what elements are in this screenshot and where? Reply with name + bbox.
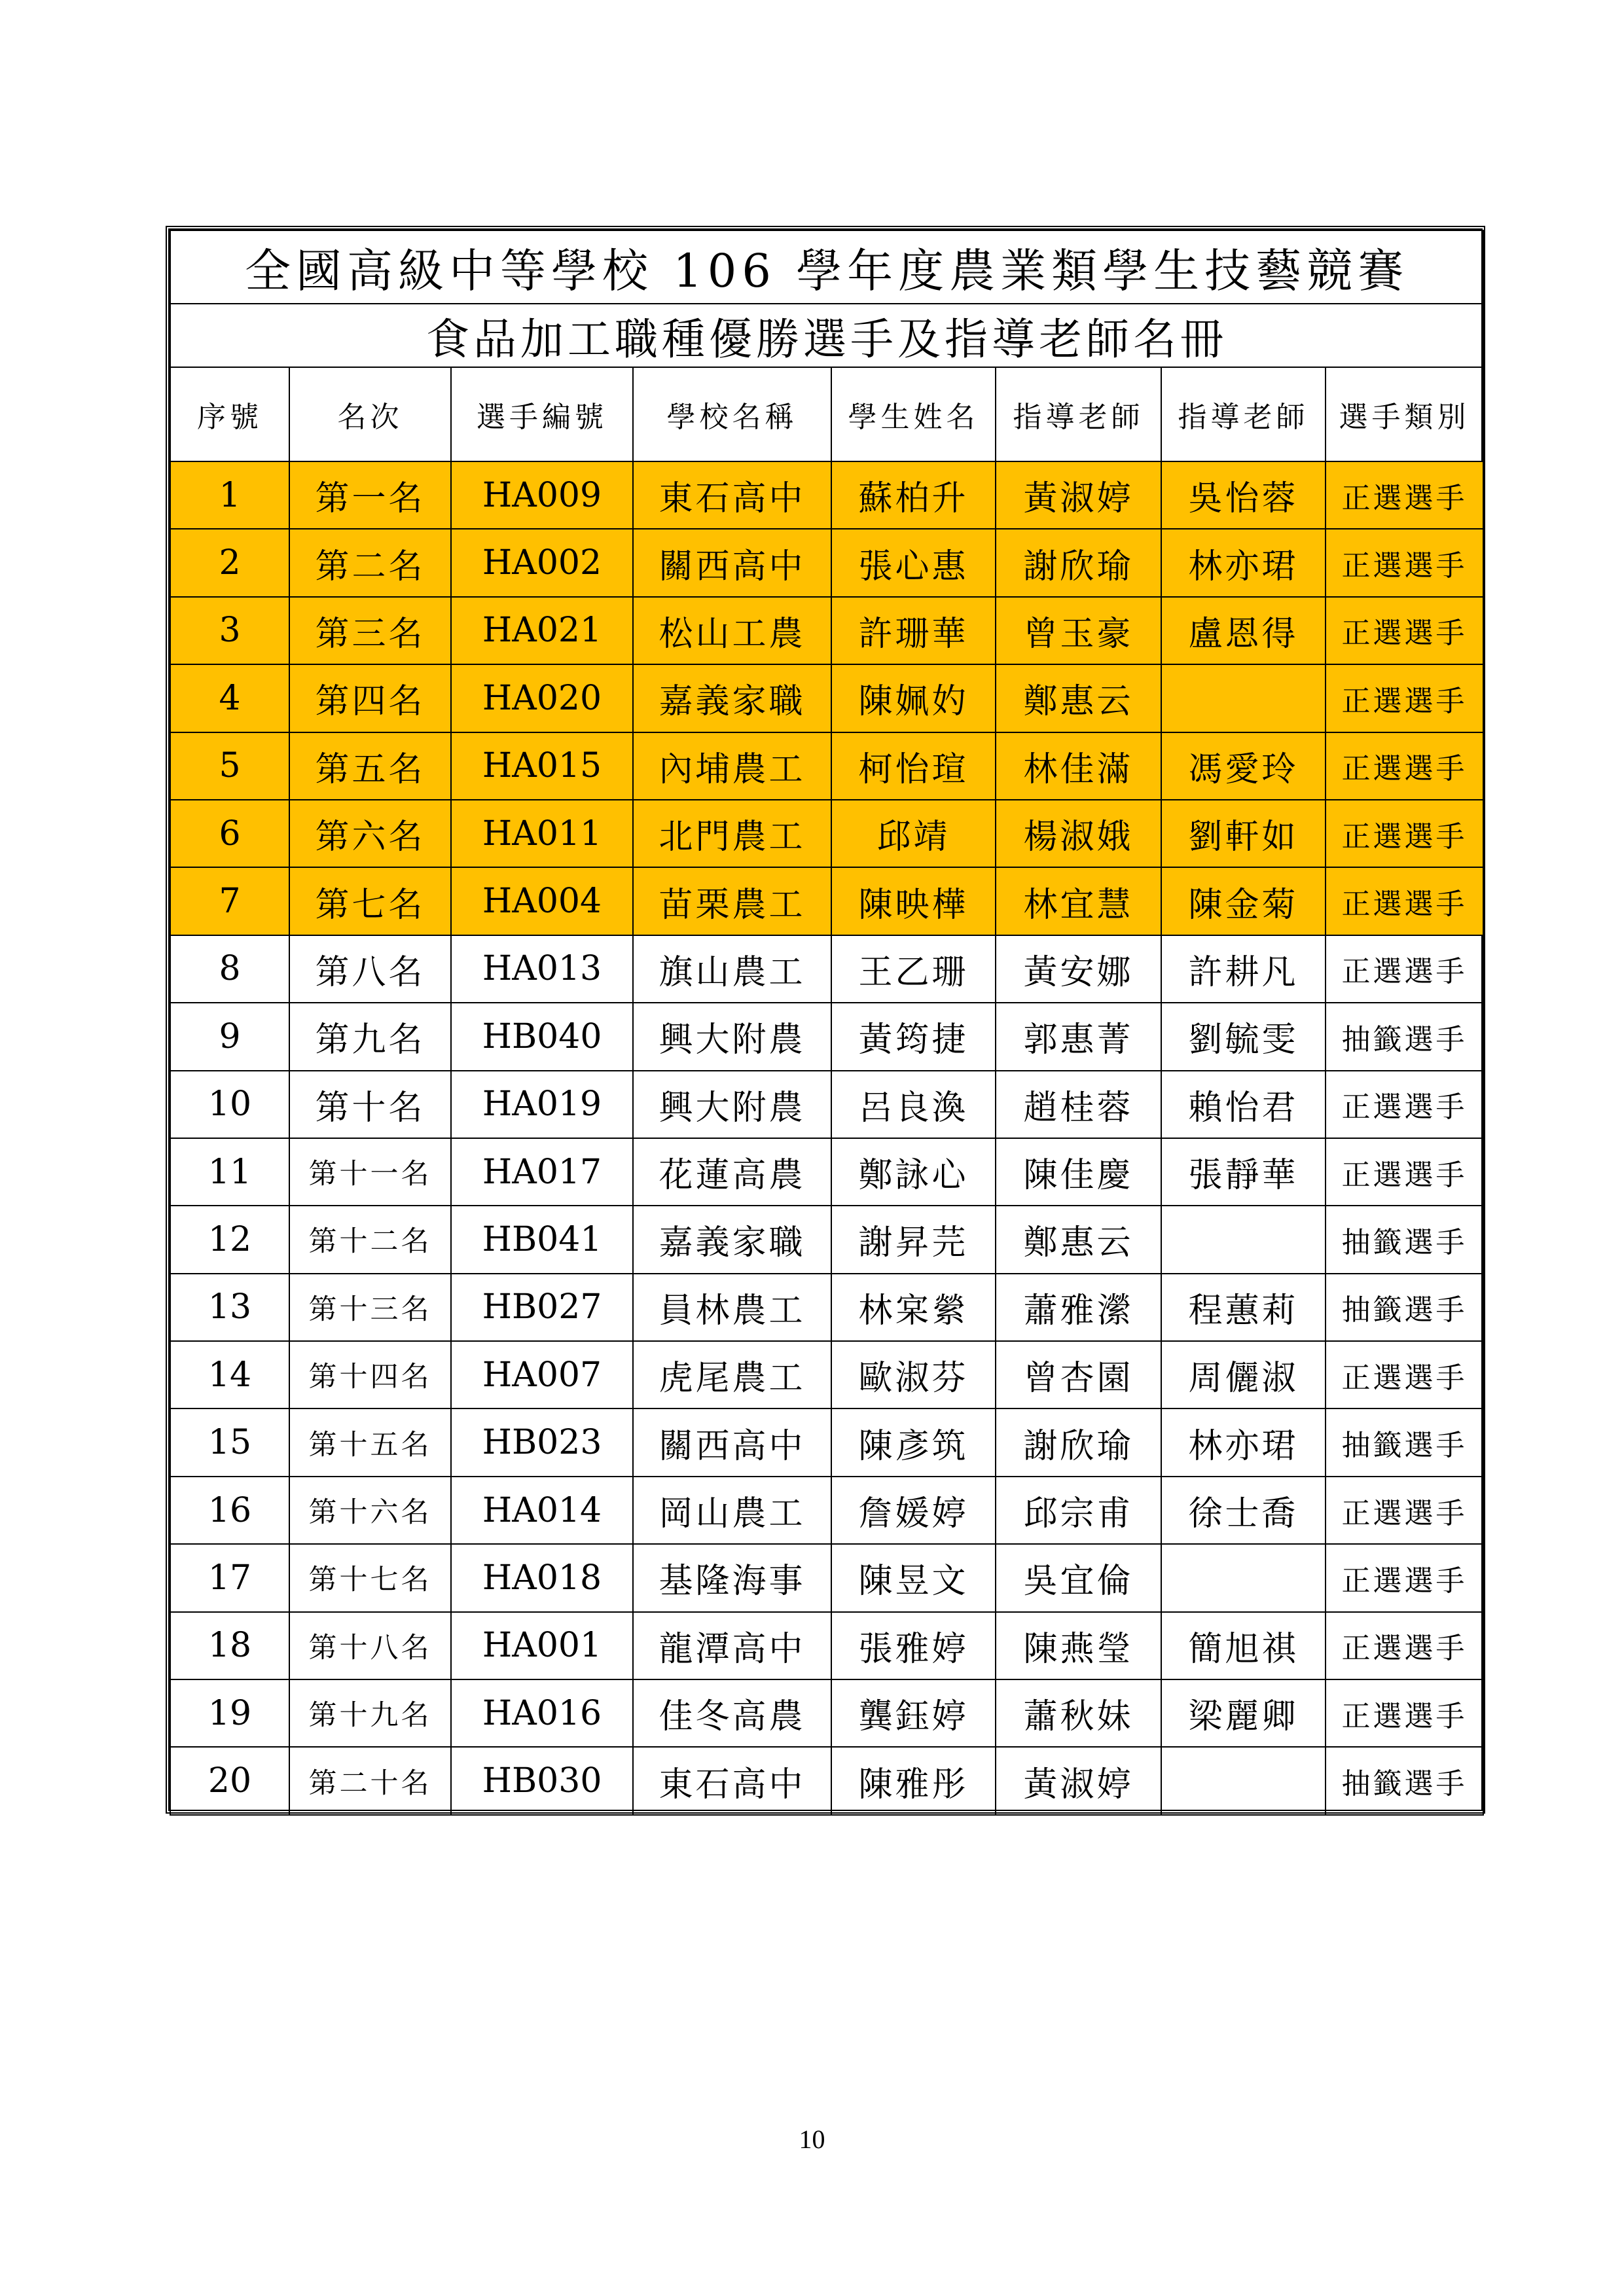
table-row <box>170 1408 1483 1476</box>
cell-rank: 第九名 <box>289 1003 451 1070</box>
cell-advisor-2: 簡旭祺 <box>1161 1612 1326 1679</box>
cell-serial-no: 9 <box>170 1003 289 1070</box>
cell-advisor-1: 謝欣瑜 <box>996 1408 1161 1476</box>
header-school-name: 學校名稱 <box>633 367 831 461</box>
cell-advisor-2: 劉軒如 <box>1161 800 1326 867</box>
header-contestant-type: 選手類別 <box>1326 367 1483 461</box>
table-row <box>170 1544 1483 1611</box>
cell-student-name: 黃筠捷 <box>831 1003 996 1070</box>
cell-serial-no: 12 <box>170 1206 289 1273</box>
award-roster-table <box>170 230 1484 1816</box>
cell-contestant-id: HB030 <box>451 1747 633 1814</box>
cell-student-name: 張雅婷 <box>831 1612 996 1679</box>
cell-student-name: 陳映樺 <box>831 867 996 935</box>
cell-contestant-type: 正選選手 <box>1326 461 1483 529</box>
cell-student-name: 蘇柏升 <box>831 461 996 529</box>
cell-advisor-2: 林亦珺 <box>1161 529 1326 596</box>
cell-serial-no: 1 <box>170 461 289 529</box>
header-serial-no: 序號 <box>170 367 289 461</box>
cell-contestant-type: 正選選手 <box>1326 597 1483 664</box>
cell-school-name: 東石高中 <box>633 1747 831 1814</box>
cell-rank: 第一名 <box>289 461 451 529</box>
table-row <box>170 1274 1483 1341</box>
cell-contestant-id: HA001 <box>451 1612 633 1679</box>
cell-student-name: 詹媛婷 <box>831 1477 996 1544</box>
cell-school-name: 旗山農工 <box>633 935 831 1003</box>
page-number: 10 <box>799 2125 825 2154</box>
cell-school-name: 佳冬高農 <box>633 1679 831 1747</box>
table-row <box>170 664 1483 732</box>
cell-rank: 第十四名 <box>289 1341 451 1408</box>
cell-advisor-1: 陳燕瑩 <box>996 1612 1161 1679</box>
cell-contestant-type: 正選選手 <box>1326 1071 1483 1138</box>
cell-school-name: 松山工農 <box>633 597 831 664</box>
header-rank: 名次 <box>289 367 451 461</box>
cell-advisor-1: 吳宜倫 <box>996 1544 1161 1611</box>
cell-serial-no: 17 <box>170 1544 289 1611</box>
cell-advisor-1: 鄭惠云 <box>996 1206 1161 1273</box>
cell-advisor-1: 黃安娜 <box>996 935 1161 1003</box>
cell-serial-no: 6 <box>170 800 289 867</box>
cell-serial-no: 10 <box>170 1071 289 1138</box>
cell-contestant-id: HA021 <box>451 597 633 664</box>
cell-rank: 第七名 <box>289 867 451 935</box>
cell-contestant-type: 正選選手 <box>1326 1138 1483 1206</box>
cell-advisor-1: 郭惠菁 <box>996 1003 1161 1070</box>
table-row <box>170 935 1483 1003</box>
table-row <box>170 529 1483 596</box>
cell-school-name: 員林農工 <box>633 1274 831 1341</box>
cell-student-name: 陳昱文 <box>831 1544 996 1611</box>
header-advisor-1: 指導老師 <box>996 367 1161 461</box>
cell-contestant-id: HA019 <box>451 1071 633 1138</box>
cell-rank: 第三名 <box>289 597 451 664</box>
cell-student-name: 柯怡瑄 <box>831 732 996 800</box>
cell-contestant-type: 正選選手 <box>1326 529 1483 596</box>
cell-contestant-id: HA009 <box>451 461 633 529</box>
cell-serial-no: 7 <box>170 867 289 935</box>
table-row <box>170 1747 1483 1814</box>
cell-school-name: 內埔農工 <box>633 732 831 800</box>
cell-contestant-type: 正選選手 <box>1326 1341 1483 1408</box>
cell-school-name: 關西高中 <box>633 1408 831 1476</box>
table-row <box>170 1138 1483 1206</box>
cell-contestant-id: HA014 <box>451 1477 633 1544</box>
cell-contestant-id: HB027 <box>451 1274 633 1341</box>
table-row <box>170 1679 1483 1747</box>
cell-advisor-1: 黃淑婷 <box>996 1747 1161 1814</box>
cell-contestant-id: HA013 <box>451 935 633 1003</box>
cell-school-name: 東石高中 <box>633 461 831 529</box>
table-row <box>170 1206 1483 1273</box>
cell-advisor-2: 林亦珺 <box>1161 1408 1326 1476</box>
cell-contestant-type: 正選選手 <box>1326 1544 1483 1611</box>
cell-advisor-2: 梁麗卿 <box>1161 1679 1326 1747</box>
cell-advisor-2: 馮愛玲 <box>1161 732 1326 800</box>
cell-serial-no: 18 <box>170 1612 289 1679</box>
cell-advisor-2: 賴怡君 <box>1161 1071 1326 1138</box>
cell-student-name: 林宲縈 <box>831 1274 996 1341</box>
cell-advisor-2: 張靜華 <box>1161 1138 1326 1206</box>
cell-advisor-1: 蕭秋妹 <box>996 1679 1161 1747</box>
cell-school-name: 虎尾農工 <box>633 1341 831 1408</box>
cell-serial-no: 20 <box>170 1747 289 1814</box>
cell-rank: 第八名 <box>289 935 451 1003</box>
cell-contestant-type: 正選選手 <box>1326 732 1483 800</box>
cell-student-name: 陳姵妁 <box>831 664 996 732</box>
cell-rank: 第五名 <box>289 732 451 800</box>
cell-contestant-type: 抽籤選手 <box>1326 1747 1483 1814</box>
cell-advisor-1: 邱宗甫 <box>996 1477 1161 1544</box>
cell-advisor-2 <box>1161 664 1326 732</box>
cell-contestant-type: 正選選手 <box>1326 867 1483 935</box>
cell-school-name: 岡山農工 <box>633 1477 831 1544</box>
header-contestant-id: 選手編號 <box>451 367 633 461</box>
cell-contestant-type: 正選選手 <box>1326 1477 1483 1544</box>
cell-student-name: 呂良渙 <box>831 1071 996 1138</box>
cell-contestant-type: 正選選手 <box>1326 664 1483 732</box>
cell-school-name: 興大附農 <box>633 1003 831 1070</box>
table-header-row <box>170 367 1483 461</box>
cell-advisor-2 <box>1161 1544 1326 1611</box>
cell-student-name: 王乙珊 <box>831 935 996 1003</box>
cell-contestant-id: HA011 <box>451 800 633 867</box>
cell-serial-no: 5 <box>170 732 289 800</box>
cell-advisor-1: 曾玉豪 <box>996 597 1161 664</box>
cell-contestant-id: HB040 <box>451 1003 633 1070</box>
cell-school-name: 北門農工 <box>633 800 831 867</box>
cell-serial-no: 19 <box>170 1679 289 1747</box>
cell-contestant-id: HB041 <box>451 1206 633 1273</box>
cell-rank: 第十八名 <box>289 1612 451 1679</box>
table-row <box>170 597 1483 664</box>
award-roster-frame <box>166 226 1485 1814</box>
table-row <box>170 1341 1483 1408</box>
title-row <box>170 230 1483 304</box>
cell-advisor-2: 許耕凡 <box>1161 935 1326 1003</box>
cell-advisor-2: 劉毓雯 <box>1161 1003 1326 1070</box>
table-row <box>170 732 1483 800</box>
cell-contestant-type: 抽籤選手 <box>1326 1003 1483 1070</box>
cell-rank: 第十五名 <box>289 1408 451 1476</box>
cell-serial-no: 3 <box>170 597 289 664</box>
cell-serial-no: 2 <box>170 529 289 596</box>
cell-advisor-2: 程蕙莉 <box>1161 1274 1326 1341</box>
table-row <box>170 1071 1483 1138</box>
cell-advisor-1: 林佳滿 <box>996 732 1161 800</box>
cell-advisor-2: 徐士喬 <box>1161 1477 1326 1544</box>
table-row <box>170 461 1483 529</box>
cell-rank: 第二十名 <box>289 1747 451 1814</box>
cell-student-name: 陳雅彤 <box>831 1747 996 1814</box>
cell-school-name: 關西高中 <box>633 529 831 596</box>
cell-student-name: 張心惠 <box>831 529 996 596</box>
document-title: 全國高級中等學校 106 學年度農業類學生技藝競賽 <box>170 230 1483 304</box>
cell-advisor-1: 陳佳慶 <box>996 1138 1161 1206</box>
cell-serial-no: 15 <box>170 1408 289 1476</box>
table-row <box>170 1477 1483 1544</box>
cell-rank: 第十二名 <box>289 1206 451 1273</box>
cell-student-name: 歐淑芬 <box>831 1341 996 1408</box>
cell-advisor-2: 周儷淑 <box>1161 1341 1326 1408</box>
cell-contestant-id: HA004 <box>451 867 633 935</box>
cell-rank: 第十六名 <box>289 1477 451 1544</box>
cell-student-name: 許珊華 <box>831 597 996 664</box>
cell-rank: 第十名 <box>289 1071 451 1138</box>
cell-student-name: 邱靖 <box>831 800 996 867</box>
cell-advisor-2: 盧恩得 <box>1161 597 1326 664</box>
cell-student-name: 鄭詠心 <box>831 1138 996 1206</box>
cell-advisor-1: 趙桂蓉 <box>996 1071 1161 1138</box>
cell-advisor-1: 楊淑娥 <box>996 800 1161 867</box>
cell-contestant-id: HA017 <box>451 1138 633 1206</box>
cell-serial-no: 4 <box>170 664 289 732</box>
document-subtitle: 食品加工職種優勝選手及指導老師名冊 <box>170 304 1483 367</box>
cell-student-name: 龔鈺婷 <box>831 1679 996 1747</box>
cell-contestant-type: 抽籤選手 <box>1326 1408 1483 1476</box>
cell-school-name: 嘉義家職 <box>633 1206 831 1273</box>
cell-advisor-1: 曾杏園 <box>996 1341 1161 1408</box>
cell-advisor-2 <box>1161 1206 1326 1273</box>
subtitle-row <box>170 304 1483 367</box>
cell-contestant-id: HA015 <box>451 732 633 800</box>
cell-rank: 第十三名 <box>289 1274 451 1341</box>
cell-advisor-2 <box>1161 1747 1326 1814</box>
cell-student-name: 陳彥筑 <box>831 1408 996 1476</box>
cell-school-name: 龍潭高中 <box>633 1612 831 1679</box>
cell-contestant-id: HA018 <box>451 1544 633 1611</box>
cell-contestant-id: HA007 <box>451 1341 633 1408</box>
cell-contestant-type: 抽籤選手 <box>1326 1206 1483 1273</box>
cell-student-name: 謝昇芫 <box>831 1206 996 1273</box>
cell-advisor-1: 蕭雅瀠 <box>996 1274 1161 1341</box>
cell-rank: 第四名 <box>289 664 451 732</box>
cell-contestant-type: 抽籤選手 <box>1326 1274 1483 1341</box>
cell-contestant-id: HA020 <box>451 664 633 732</box>
cell-rank: 第十七名 <box>289 1544 451 1611</box>
header-student-name: 學生姓名 <box>831 367 996 461</box>
cell-advisor-2: 陳金菊 <box>1161 867 1326 935</box>
cell-contestant-id: HA002 <box>451 529 633 596</box>
cell-contestant-id: HA016 <box>451 1679 633 1747</box>
table-row <box>170 867 1483 935</box>
cell-contestant-id: HB023 <box>451 1408 633 1476</box>
cell-serial-no: 14 <box>170 1341 289 1408</box>
cell-serial-no: 16 <box>170 1477 289 1544</box>
cell-contestant-type: 正選選手 <box>1326 800 1483 867</box>
cell-school-name: 苗栗農工 <box>633 867 831 935</box>
cell-school-name: 嘉義家職 <box>633 664 831 732</box>
cell-rank: 第十九名 <box>289 1679 451 1747</box>
cell-school-name: 基隆海事 <box>633 1544 831 1611</box>
cell-rank: 第二名 <box>289 529 451 596</box>
cell-serial-no: 8 <box>170 935 289 1003</box>
cell-rank: 第十一名 <box>289 1138 451 1206</box>
cell-advisor-1: 林宜慧 <box>996 867 1161 935</box>
cell-advisor-1: 謝欣瑜 <box>996 529 1161 596</box>
cell-advisor-2: 吳怡蓉 <box>1161 461 1326 529</box>
cell-serial-no: 13 <box>170 1274 289 1341</box>
header-advisor-2: 指導老師 <box>1161 367 1326 461</box>
cell-rank: 第六名 <box>289 800 451 867</box>
cell-contestant-type: 正選選手 <box>1326 935 1483 1003</box>
cell-school-name: 花蓮高農 <box>633 1138 831 1206</box>
cell-serial-no: 11 <box>170 1138 289 1206</box>
cell-advisor-1: 鄭惠云 <box>996 664 1161 732</box>
cell-school-name: 興大附農 <box>633 1071 831 1138</box>
cell-contestant-type: 正選選手 <box>1326 1679 1483 1747</box>
table-row <box>170 800 1483 867</box>
table-row <box>170 1003 1483 1070</box>
table-row <box>170 1612 1483 1679</box>
cell-advisor-1: 黃淑婷 <box>996 461 1161 529</box>
cell-contestant-type: 正選選手 <box>1326 1612 1483 1679</box>
